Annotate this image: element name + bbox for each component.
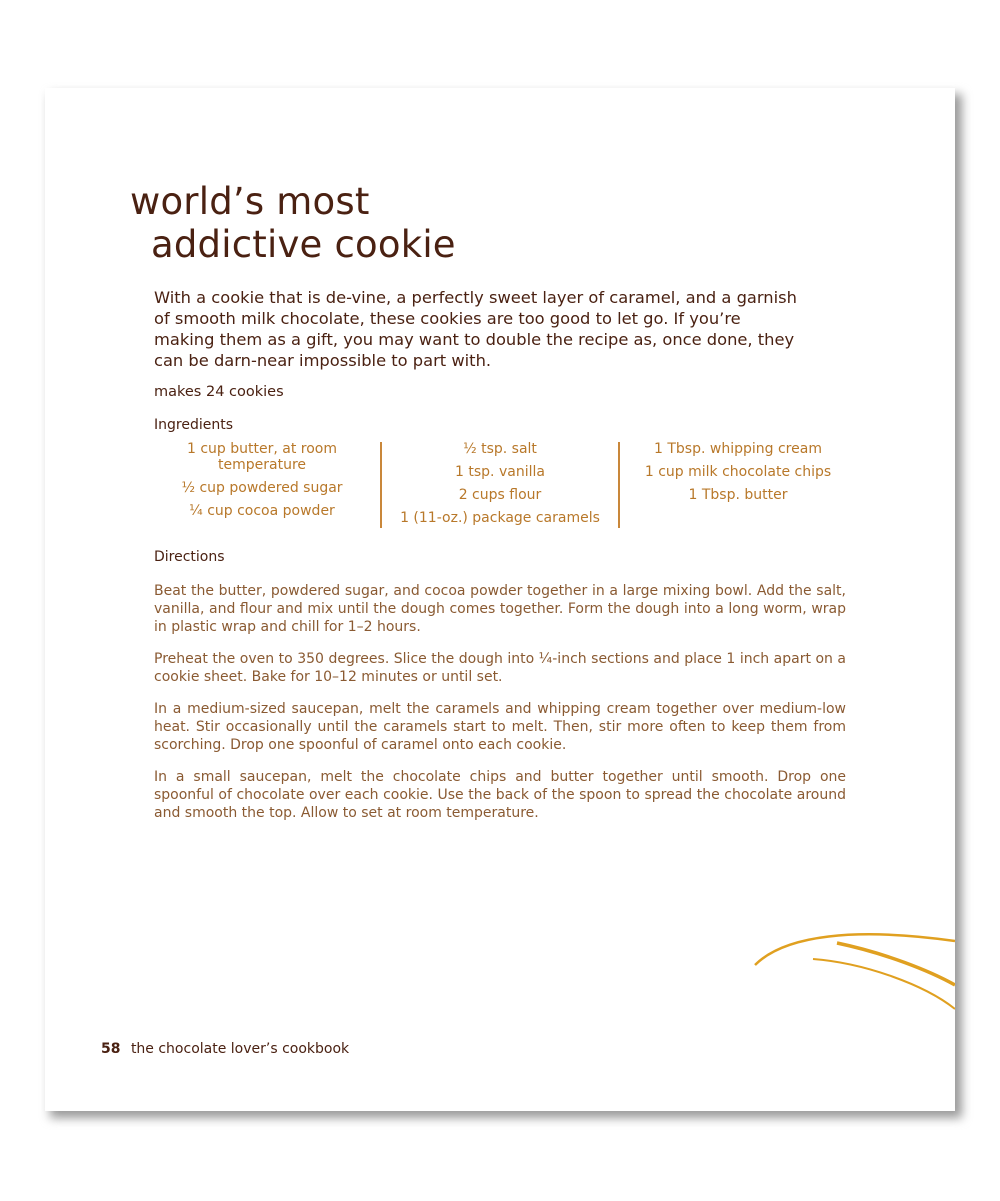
column-divider — [380, 442, 382, 528]
recipe-title-line-1: world’s most — [130, 180, 370, 223]
ingredients-column-1 — [157, 441, 367, 526]
ingredient-item: 1 cup milk chocolate chips — [644, 464, 832, 480]
recipe-yield: makes 24 cookies — [154, 384, 284, 400]
ingredient-item: 1 tsp. vanilla — [455, 464, 545, 480]
direction-step: In a small saucepan, melt the chocolate chips and butter together until smooth. Drop one spoonful of chocolate over each cookie. Use the back of the spoon to spread the chocolate around and smooth the top. Allow to set at room temperature. — [154, 769, 846, 821]
ingredient-item: 1 (11-oz.) package caramels — [400, 510, 600, 526]
decorative-swoosh — [745, 923, 955, 1038]
ingredient-item: 1 Tbsp. whipping cream — [654, 441, 822, 457]
page-number: 58 — [101, 1041, 121, 1057]
column-divider — [618, 442, 620, 528]
ingredient-item: 2 cups flour — [458, 487, 542, 503]
ingredient-item: ½ tsp. salt — [463, 441, 537, 457]
ingredient-item: 1 Tbsp. butter — [688, 487, 788, 503]
direction-step: In a medium-sized saucepan, melt the caramels and whipping cream together over medium-low heat. Stir occasionally until the caramels start to melt. Then, stir more often to keep them from scorching. Drop one spoonful of caramel onto each cookie. — [154, 701, 846, 753]
ingredient-item: ½ cup powdered sugar — [181, 480, 343, 496]
ingredient-item: ¼ cup cocoa powder — [189, 503, 335, 519]
ingredients-column-2 — [389, 441, 611, 533]
page-footer — [101, 1041, 349, 1057]
ingredients-heading: Ingredients — [154, 417, 233, 433]
recipe-intro: With a cookie that is de-vine, a perfectly sweet layer of caramel, and a garnish of smooth milk chocolate, these cookies are too good to let go. If you’re making them as a gift, you may want to double the recipe as, once done, they can be darn-near impossible to part with. — [154, 288, 797, 370]
direction-step: Preheat the oven to 350 degrees. Slice the dough into ¼-inch sections and place 1 inch apart on a cookie sheet. Bake for 10–12 minutes or until set. — [154, 651, 846, 685]
ingredients-column-3 — [628, 441, 848, 510]
book-title: the chocolate lover’s cookbook — [130, 1041, 350, 1057]
ingredient-item: 1 cup butter, at room temperature — [186, 441, 337, 473]
direction-step: Beat the butter, powdered sugar, and cocoa powder together in a large mixing bowl. Add the salt, vanilla, and flour and mix until the dough comes together. Form the dough into a long worm, wrap in plastic wrap and chill for 1–2 hours. — [154, 583, 846, 635]
cookbook-page — [45, 88, 955, 1111]
directions-body — [154, 582, 846, 836]
recipe-title-line-2: addictive cookie — [151, 223, 456, 266]
directions-heading: Directions — [154, 549, 225, 565]
